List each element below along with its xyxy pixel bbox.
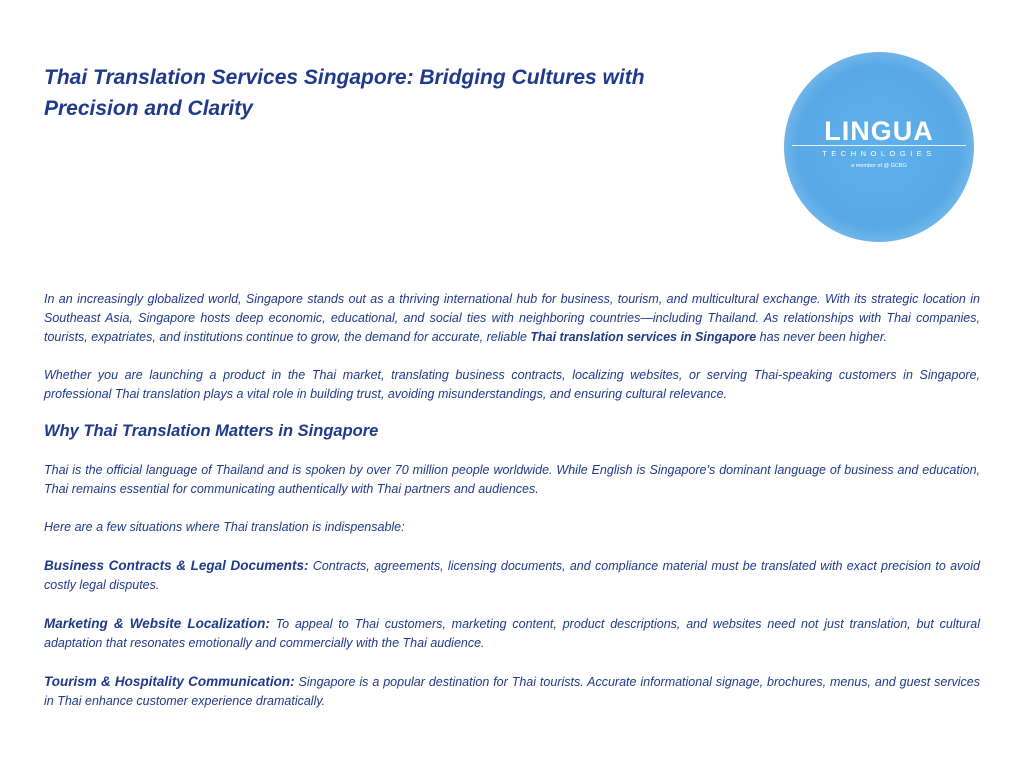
lingua-logo xyxy=(784,52,974,242)
logo-tagline: TECHNOLOGIES xyxy=(792,145,966,158)
intro-text: In an increasingly globalized world, Singapore stands out as a thriving international hub for business, tourism, and multicultural exchange. With its strategic location in Southeast Asia, Singapore hosts deep economic, educational, and social ties with neighboring countries—including Thailand. As relationships with Thai companies, tourists, expatriates, and institutions continue to grow, the demand for accurate, reliable xyxy=(44,292,980,344)
intro-tail: has never been higher. xyxy=(756,330,888,344)
list-item xyxy=(44,614,980,653)
intro-paragraph xyxy=(44,290,980,347)
item-term: Marketing & Website Localization: xyxy=(44,616,270,631)
intro-bold-keyword: Thai translation services in Singapore xyxy=(530,330,757,344)
logo-wordmark: LINGUA xyxy=(824,116,934,146)
item-desc: Singapore is a popular destination for Thai tourists. Accurate informational signage, brochures, menus, and guest services in Thai enhance customer experience dramatically. xyxy=(44,675,980,708)
item-desc: To appeal to Thai customers, marketing content, product descriptions, and websites need not just translation, but cultural adaptation that resonates emotionally and commercially with the Thai audience. xyxy=(44,617,980,650)
paragraph-2: Whether you are launching a product in the Thai market, translating business contracts, localizing websites, or serving Thai-speaking customers in Singapore, professional Thai translation plays a vital role in building trust, avoiding misunderstandings, and ensuring cultural relevance. xyxy=(44,368,980,401)
paragraph-4: Here are a few situations where Thai translation is indispensable: xyxy=(44,520,405,534)
section-heading: Why Thai Translation Matters in Singapore xyxy=(44,422,379,440)
paragraph-3: Thai is the official language of Thailand and is spoken by over 70 million people worldwide. While English is Singapore’s dominant language of business and education, Thai remains essential for communicating authentically with Thai partners and audiences. xyxy=(44,463,980,496)
item-desc: Contracts, agreements, licensing documents, and compliance material must be translated with exact precision to avoid costly legal disputes. xyxy=(44,559,980,592)
item-term: Tourism & Hospitality Communication: xyxy=(44,674,295,689)
list-item xyxy=(44,556,980,595)
item-term: Business Contracts & Legal Documents: xyxy=(44,558,309,573)
logo-member-of: a member of @ GCBG xyxy=(851,163,907,169)
article-body xyxy=(44,290,980,711)
page-title: Thai Translation Services Singapore: Bridging Cultures with Precision and Clarity xyxy=(44,66,645,120)
list-item xyxy=(44,672,980,711)
